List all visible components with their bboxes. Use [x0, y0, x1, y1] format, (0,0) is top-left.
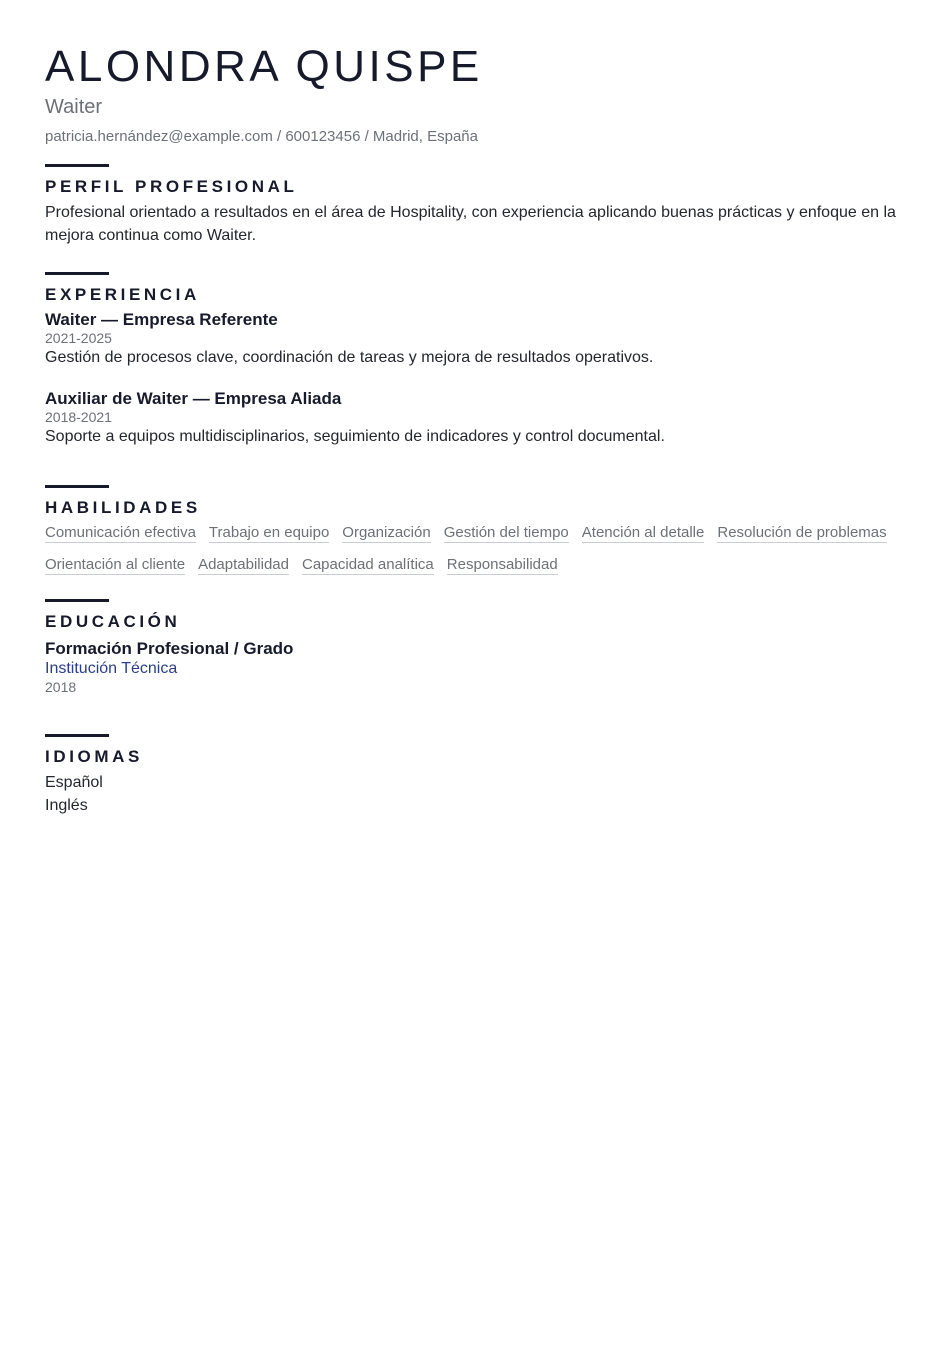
contact-line: patricia.hernández@example.com / 600123456 / Madrid, España: [45, 128, 478, 145]
section-divider: [45, 485, 109, 488]
job-description: Soporte a equipos multidisciplinarios, seguimiento de indicadores y control documental.: [45, 428, 665, 445]
section-divider: [45, 164, 109, 167]
education-section: [45, 599, 905, 697]
languages-list: [45, 771, 905, 817]
job-dates: 2018-2021: [45, 409, 112, 425]
skill-tag: Capacidad analítica: [302, 556, 434, 573]
skill-tag: Trabajo en equipo: [208, 524, 330, 541]
skills-section: [45, 485, 905, 588]
language-item: Inglés: [45, 797, 88, 814]
institution-name: Institución Técnica: [45, 660, 178, 677]
job-title: Auxiliar de Waiter — Empresa Aliada: [45, 389, 342, 408]
section-title: PERFIL PROFESIONAL: [45, 177, 298, 196]
language-item: Español: [45, 774, 103, 791]
experience-section: [45, 272, 905, 448]
skill-tag: Gestión del tiempo: [443, 524, 569, 541]
skill-tag: Comunicación efectiva: [45, 524, 196, 541]
skill-tag: Resolución de problemas: [717, 524, 887, 541]
skill-tag: Adaptabilidad: [198, 556, 289, 573]
section-title: EXPERIENCIA: [45, 285, 200, 304]
candidate-name: ALONDRA QUISPE: [45, 42, 483, 91]
degree-title: Formación Profesional / Grado: [45, 639, 294, 658]
section-divider: [45, 734, 109, 737]
education-year: 2018: [45, 679, 77, 695]
section-divider: [45, 272, 109, 275]
languages-section: [45, 734, 905, 817]
candidate-role: Waiter: [45, 96, 103, 118]
job-description: Gestión de procesos clave, coordinación de tareas y mejora de resultados operativos.: [45, 349, 654, 366]
section-divider: [45, 599, 109, 602]
job-entry: [45, 310, 905, 369]
job-title: Waiter — Empresa Referente: [45, 310, 278, 329]
skills-list: [45, 524, 915, 588]
skill-tag: Responsabilidad: [446, 556, 558, 573]
profile-section: [45, 164, 905, 247]
section-title: IDIOMAS: [45, 747, 143, 766]
job-entry: [45, 389, 905, 448]
section-title: EDUCACIÓN: [45, 612, 181, 631]
skill-tag: Organización: [342, 524, 431, 541]
job-dates: 2021-2025: [45, 330, 112, 346]
resume-header: [45, 40, 905, 146]
skill-tag: Orientación al cliente: [45, 556, 186, 573]
section-title: HABILIDADES: [45, 498, 201, 517]
skill-tag: Atención al detalle: [581, 524, 705, 541]
profile-text: Profesional orientado a resultados en el área de Hospitality, con experiencia aplicando buenas prácticas y enfoque en la mejora continua como Waiter.: [45, 204, 896, 244]
